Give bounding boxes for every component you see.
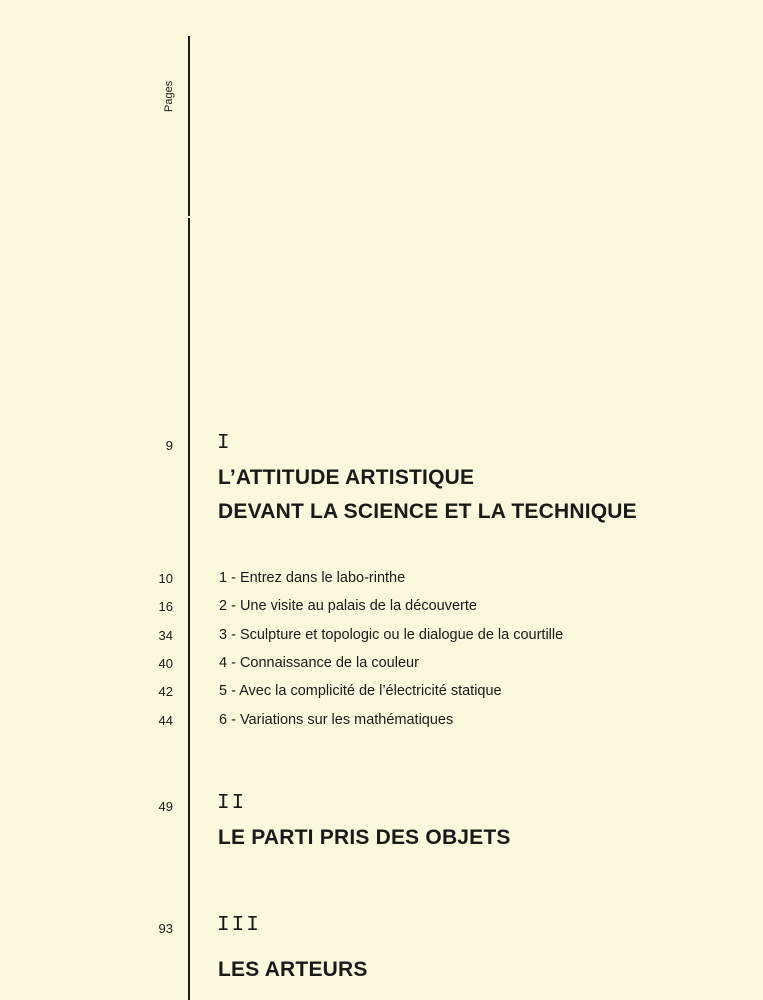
toc-item-3-page: 34 xyxy=(158,628,173,643)
toc-item-5-page: 42 xyxy=(158,684,173,699)
section-3-title: LES ARTEURS xyxy=(218,958,368,981)
section-2-title: LE PARTI PRIS DES OBJETS xyxy=(218,826,511,849)
pages-column-label: Pages xyxy=(163,80,175,112)
toc-item-6-page: 44 xyxy=(158,713,173,728)
section-1-page-number: 9 xyxy=(165,438,173,453)
toc-item-2-page: 16 xyxy=(158,599,173,614)
toc-item-6-text: 6 - Variations sur les mathématiques xyxy=(219,712,454,728)
toc-item-1-page: 10 xyxy=(158,571,173,586)
toc-item-4-text: 4 - Connaissance de la couleur xyxy=(219,655,419,671)
section-2-page-number: 49 xyxy=(158,799,173,814)
toc-item-1-text: 1 - Entrez dans le labo-rinthe xyxy=(219,570,406,586)
toc-item-2-text: 2 - Une visite au palais de la découverte xyxy=(219,598,477,614)
section-1-title-line-1: L’ATTITUDE ARTISTIQUE xyxy=(218,466,475,489)
divider-line-main xyxy=(188,218,190,1000)
toc-item-5-text: 5 - Avec la complicité de l’électricité statique xyxy=(219,683,502,699)
section-2-numeral: II xyxy=(217,792,247,815)
section-1-title-line-2: DEVANT LA SCIENCE ET LA TECHNIQUE xyxy=(218,500,637,523)
toc-item-3-text: 3 - Sculpture et topologic ou le dialogue de la courtille xyxy=(219,627,564,643)
section-1-numeral: I xyxy=(217,432,232,455)
divider-line-top xyxy=(188,36,190,216)
section-3-page-number: 93 xyxy=(158,921,173,936)
section-3-numeral: III xyxy=(217,914,261,937)
toc-item-4-page: 40 xyxy=(158,656,173,671)
